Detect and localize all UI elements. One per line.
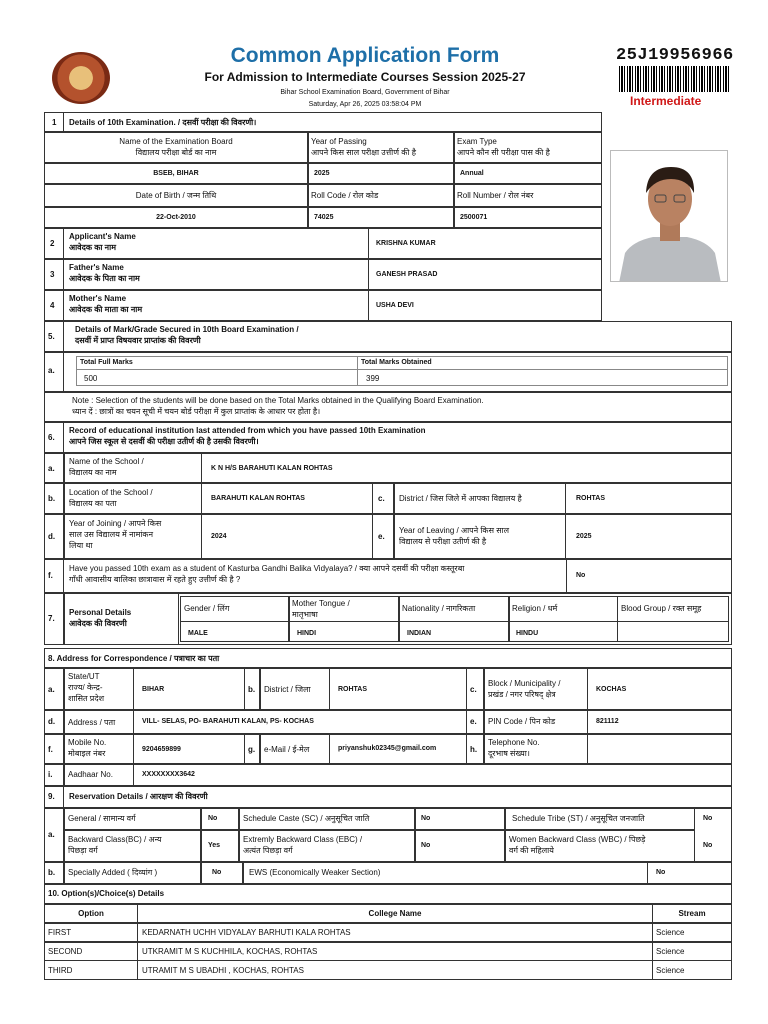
block-label: Block / Municipality /: [488, 679, 561, 688]
s8b-letter: b.: [248, 685, 256, 694]
father-name-value: GANESH PRASAD: [376, 271, 438, 278]
person-photo-icon: [611, 151, 728, 282]
school-district-value: ROHTAS: [576, 495, 606, 502]
join-label-2: साल उस विद्यालय में नामांकन: [69, 530, 154, 539]
address-label: Address / पता: [68, 718, 116, 727]
type-label: Exam Type: [457, 137, 497, 146]
state-label: State/UT: [68, 672, 100, 681]
kgbv-question-2: गाँधी आवासीय बालिका छात्रावास में रहते हुए उत्तीर्ण की है ?: [69, 575, 241, 584]
s4-number: 4: [50, 301, 55, 310]
rollcode-label: Roll Code / रोल कोड: [311, 191, 379, 200]
st-label: Schedule Tribe (ST) / अनुसूचित जनजाति: [512, 814, 645, 823]
state-value: BIHAR: [142, 686, 165, 693]
s1-title: Details of 10th Examination. / दसवीं परीक्षा की विवरणी।: [69, 118, 257, 127]
s6-title-hi: आपने जिस स्कूल से दसवीं की परीक्षा उतीर्ण की है उसकी विवरणी।: [69, 437, 259, 446]
leave-label-2: विद्यालय से परीक्षा उतीर्ण की है: [399, 537, 487, 546]
bc-label: Backward Class(BC) / अन्य: [68, 835, 162, 844]
option-1: FIRST: [48, 928, 72, 937]
state-label-3: शासित प्रदेश: [68, 694, 105, 703]
leave-label: Year of Leaving / आपने किस साल: [399, 526, 510, 535]
application-number: 25J19956966: [616, 46, 734, 65]
board-value: BSEB, BIHAR: [153, 170, 199, 177]
s8e-letter: e.: [470, 717, 477, 726]
s6d-letter: d.: [48, 532, 56, 541]
telephone-label-hi: दूरभाष संख्या।: [488, 749, 530, 758]
ebc-label-hi: अत्यंत पिछड़ा वर्ग: [243, 846, 293, 855]
bc-label-hi: पिछड़ा वर्ग: [68, 846, 98, 855]
stream-3: Science: [656, 966, 685, 975]
mother-name-label-hi: आवेदक की माता का नाम: [69, 305, 143, 314]
applicant-name-label: Applicant's Name: [69, 232, 136, 241]
rollcode-value: 74025: [314, 214, 334, 221]
school-district-label: District / जिस जिले में आपका विद्यालय है: [399, 494, 522, 503]
rollno-label: Roll Number / रोल नंबर: [457, 191, 534, 200]
year-label-hi: आपने किस साल परीक्षा उत्तीर्ण की है: [311, 148, 416, 157]
s8g-letter: g.: [248, 745, 256, 754]
type-value: Annual: [460, 170, 484, 177]
cell: [201, 862, 243, 884]
location-label: Location of the School /: [69, 488, 153, 497]
board-label: Name of the Examination Board: [119, 137, 233, 146]
s9-title: Reservation Details / आरक्षण की विवरणी: [69, 792, 208, 801]
location-value: BARAHUTI KALAN ROHTAS: [211, 495, 305, 502]
year-label: Year of Passing: [311, 137, 367, 146]
personal-details-title: Personal Details: [69, 608, 132, 617]
full-marks-value: 500: [84, 374, 98, 383]
general-value: No: [208, 815, 218, 822]
s8d-letter: d.: [48, 717, 56, 726]
email-value: priyanshuk02345@gmail.com: [338, 745, 437, 752]
selection-note-hi: ध्यान दें : छात्रों का चयन सूची में चयन बोर्ड परीक्षा में कुल प्राप्तांक के आधार पर होता है।: [72, 407, 321, 416]
kgbv-question: Have you passed 10th exam as a student of Kasturba Gandhi Balika Vidyalaya? / क्या आपने दसवीं की परीक्षा कस्तूरबा: [69, 564, 465, 573]
option-3: THIRD: [48, 966, 73, 975]
s7-number: 7.: [48, 614, 55, 623]
mother-name-label: Mother's Name: [69, 294, 127, 303]
cell: [44, 764, 64, 786]
s8f-letter: f.: [48, 745, 53, 754]
selection-note: Note : Selection of the students will be done based on the Total Marks obtained in the Qualifying Board Examination.: [72, 396, 484, 405]
s8-title: 8. Address for Correspondence / पत्राचार का पता: [48, 654, 220, 663]
full-marks-label: Total Full Marks: [80, 359, 133, 366]
mother-tongue-label: Mother Tongue /: [292, 599, 350, 608]
year-value: 2025: [314, 170, 330, 177]
mother-name-value: USHA DEVI: [376, 302, 414, 309]
s3-number: 3: [50, 270, 55, 279]
college-3: UTRAMIT M S UBADHI , KOCHAS, ROHTAS: [142, 966, 304, 975]
obt-marks-value: 399: [366, 374, 380, 383]
bc-value: Yes: [208, 842, 221, 849]
s6b-letter: b.: [48, 494, 56, 503]
s6-title: Record of educational institution last attended from which you have passed 10th Examination: [69, 426, 426, 435]
gender-label: Gender / लिंग: [184, 604, 230, 613]
telephone-label: Telephone No.: [488, 738, 540, 747]
stream-2: Science: [656, 947, 685, 956]
s8h-letter: h.: [470, 745, 478, 754]
religion-label: Religion / धर्म: [512, 604, 558, 613]
leave-value: 2025: [576, 533, 592, 540]
s6-number: 6.: [48, 433, 55, 442]
state-label-2: राज्य/ केन्द्र-: [68, 683, 103, 692]
wbc-label-hi: वर्ग की महिलाये: [509, 846, 554, 855]
address-district-value: ROHTAS: [338, 686, 368, 693]
school-value: K N H/S BARAHUTI KALAN ROHTAS: [211, 465, 333, 472]
father-name-label-hi: आवेदक के पिता का नाम: [69, 274, 140, 283]
block-value: KOCHAS: [596, 686, 627, 693]
s6f-letter: f.: [48, 571, 53, 580]
sc-value: No: [421, 815, 431, 822]
email-label: e-Mail / ई-मेल: [264, 745, 310, 754]
religion-value: HINDU: [516, 630, 539, 637]
s5-title-hi: दसवीं में प्राप्त विषयवार प्राप्तांक की विवरणी: [75, 336, 201, 345]
address-value: VILL- SELAS, PO- BARAHUTI KALAN, PS- KOCHAS: [142, 718, 314, 725]
s9-number: 9.: [48, 792, 55, 801]
aadhaar-label: Aadhaar No.: [68, 770, 113, 779]
join-label: Year of Joining / आपने किस: [69, 519, 162, 528]
dob-value: 22-Oct-2010: [156, 214, 196, 221]
barcode-icon: [619, 66, 731, 92]
dob-label: Date of Birth / जन्म तिथि: [135, 191, 217, 200]
s10-title: 10. Option(s)/Choice(s) Details: [48, 889, 165, 898]
spl-label: Specially Added ( दिव्यांग ): [68, 868, 158, 877]
mother-tongue-value: HINDI: [297, 630, 317, 637]
cell: [44, 559, 64, 593]
applicant-name-value: KRISHNA KUMAR: [376, 240, 436, 247]
option-2: SECOND: [48, 947, 83, 956]
school-label-hi: विद्यालय का नाम: [69, 468, 117, 477]
col-stream-header: Stream: [678, 909, 706, 918]
applicant-name-label-hi: आवेदक का नाम: [69, 243, 116, 252]
sc-label: Schedule Caste (SC) / अनुसूचित जाति: [243, 814, 370, 823]
stream-tag: Intermediate: [630, 94, 702, 108]
applicant-photo: [610, 150, 728, 282]
s2-number: 2: [50, 239, 55, 248]
pin-value: 821112: [596, 718, 619, 725]
ews-value: No: [656, 869, 666, 876]
block-label-hi: प्रखंड / नगर परिषद् क्षेत्र: [488, 690, 556, 699]
cell: [44, 734, 64, 764]
stream-1: Science: [656, 928, 685, 937]
s8i-letter: i.: [48, 770, 53, 779]
s9a-letter: a.: [48, 830, 55, 839]
col-option-header: Option: [78, 909, 104, 918]
rollno-value: 2500071: [460, 214, 488, 221]
father-name-label: Father's Name: [69, 263, 124, 272]
spl-value: No: [212, 869, 222, 876]
s5-sub: a.: [48, 366, 55, 375]
print-datetime: Saturday, Apr 26, 2025 03:58:04 PM: [308, 101, 422, 108]
s8c-letter: c.: [470, 685, 477, 694]
st-value: No: [703, 815, 713, 822]
college-1: KEDARNATH UCHH VIDYALAY BARHUTI KALA ROHTAS: [142, 928, 351, 937]
nationality-label: Nationality / नागरिकता: [402, 604, 476, 613]
personal-details-title-hi: आवेदक की विवरणी: [69, 619, 127, 628]
wbc-label: Women Backward Class (WBC) / पिछड़े: [509, 835, 646, 844]
wbc-value: No: [703, 842, 713, 849]
mother-tongue-label-hi: मातृभाषा: [292, 610, 318, 619]
join-value: 2024: [211, 533, 227, 540]
nationality-value: INDIAN: [407, 630, 432, 637]
school-label: Name of the School /: [69, 457, 144, 466]
cell: [201, 808, 239, 830]
cell: [566, 559, 732, 593]
obt-marks-label: Total Marks Obtained: [361, 359, 432, 366]
col-college-header: College Name: [368, 909, 422, 918]
s8a-letter: a.: [48, 685, 55, 694]
kgbv-value: No: [576, 572, 586, 579]
cell: [484, 668, 588, 710]
college-2: UTKRAMIT M S KUCHHILA, KOCHAS, ROHTAS: [142, 947, 318, 956]
ebc-value: No: [421, 842, 431, 849]
form-subtitle: For Admission to Intermediate Courses Session 2025-27: [204, 70, 526, 84]
s5-title: Details of Mark/Grade Secured in 10th Board Examination /: [75, 325, 299, 334]
address-district-label: District / जिला: [264, 685, 311, 694]
form-title: Common Application Form: [230, 44, 500, 67]
s6a-letter: a.: [48, 464, 55, 473]
s1-number: 1: [52, 118, 57, 127]
ebc-label: Extremly Backward Class (EBC) /: [243, 835, 363, 844]
s9b-letter: b.: [48, 868, 56, 877]
s6c-letter: c.: [378, 494, 385, 503]
location-label-hi: विद्यालय का पता: [69, 499, 117, 508]
mobile-value: 9204659899: [142, 746, 181, 753]
type-label-hi: आपने कौन सी परीक्षा पास की है: [457, 148, 550, 157]
join-label-3: लिया था: [69, 541, 93, 550]
ews-label: EWS (Economically Weaker Section): [249, 868, 381, 877]
s6e-letter: e.: [378, 532, 385, 541]
board-name: Bihar School Examination Board, Government of Bihar: [280, 89, 450, 96]
gender-value: MALE: [188, 630, 208, 637]
mobile-label-hi: मोबाइल नंबर: [68, 749, 106, 758]
blood-group-label: Blood Group / रक्त समूह: [621, 604, 702, 613]
aadhaar-value: XXXXXXXX3642: [142, 771, 195, 778]
board-label-hi: विद्यालय परीक्षा बोर्ड का नाम: [135, 148, 217, 157]
general-label: General / सामान्य वर्ग: [68, 814, 136, 823]
mobile-label: Mobile No.: [68, 738, 107, 747]
pin-label: PIN Code / पिन कोड: [488, 717, 556, 726]
s5-number: 5.: [48, 332, 55, 341]
